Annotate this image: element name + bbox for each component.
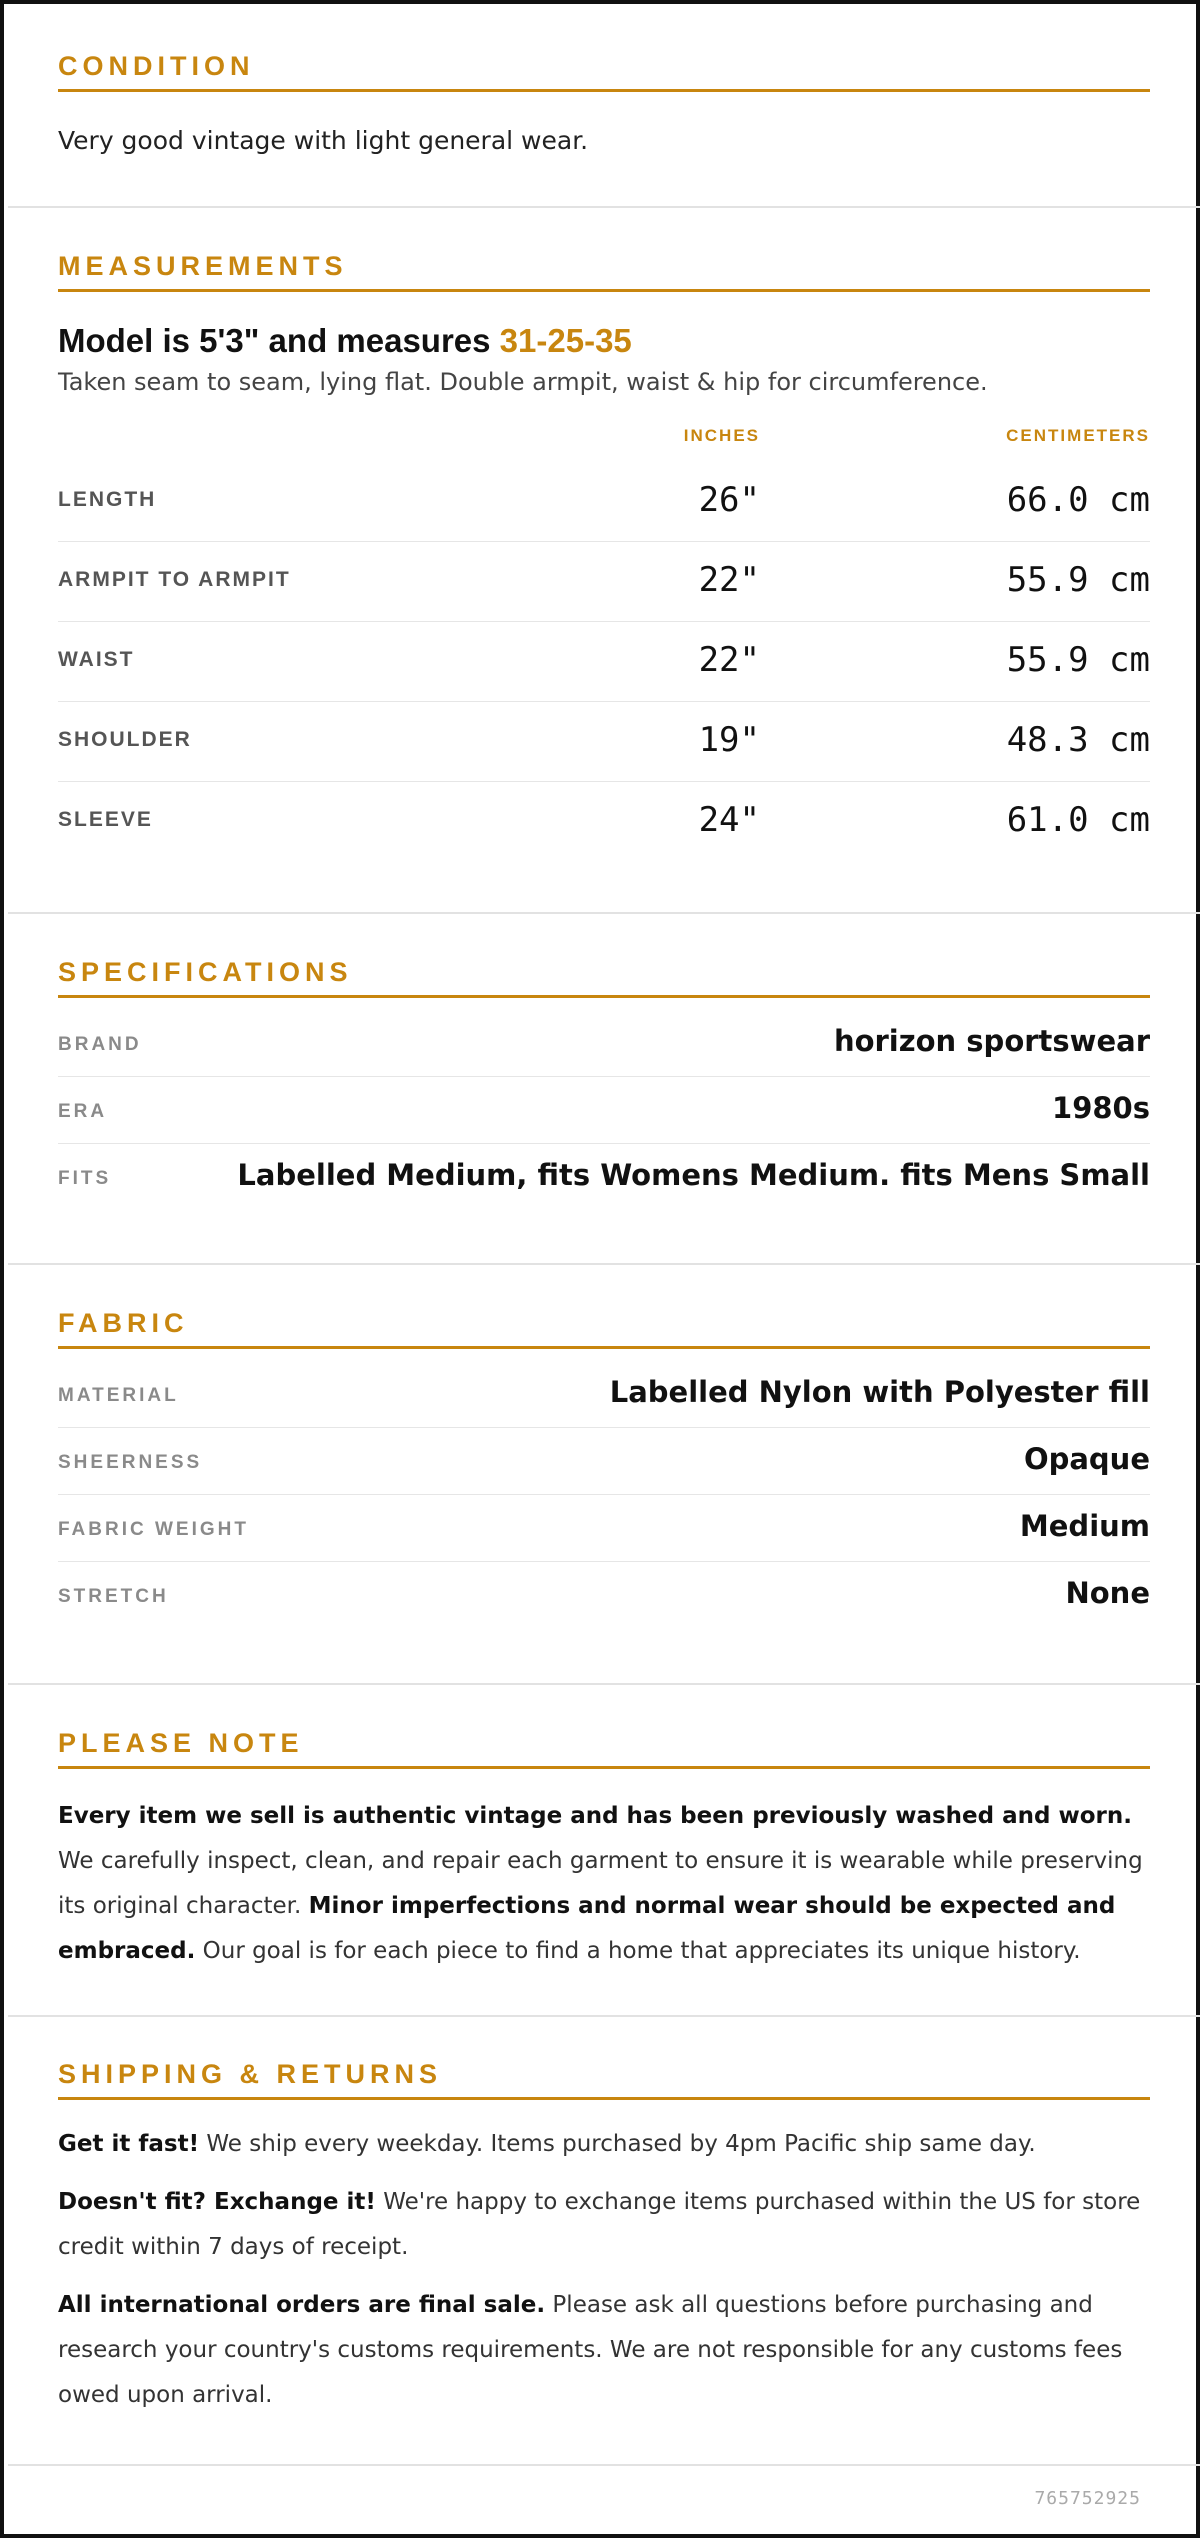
measurement-method-note: Taken seam to seam, lying flat. Double armpit, waist & hip for circumference. (58, 368, 988, 396)
measurement-table (58, 462, 1150, 862)
measurement-label: ARMPIT TO ARMPIT (58, 568, 291, 591)
please-note-section (8, 1725, 1200, 1974)
fabric-section (8, 1305, 1200, 1629)
shipping-fast-text: We ship every weekday. Items purchased by 4pm Pacific ship same day. (199, 2131, 1036, 2157)
shipping-paragraph-fast (58, 2122, 1150, 2167)
spec-row-brand (58, 1010, 1150, 1077)
specifications-section (8, 954, 1200, 1211)
shipping-paragraph-international (58, 2283, 1150, 2418)
condition-text: Very good vintage with light general wear. (58, 126, 589, 155)
section-divider (8, 2015, 1200, 2017)
measurement-cm: 48.3 cm (1006, 720, 1150, 760)
measurement-inches: 22" (698, 560, 760, 600)
note-bold-1: Every item we sell is authentic vintage and has been previously washed and worn. (58, 1803, 1132, 1829)
fabric-list (58, 1361, 1150, 1629)
spec-value: Labelled Medium, fits Womens Medium. fits Mens Small (237, 1158, 1150, 1192)
specifications-list (58, 1010, 1150, 1211)
measurement-label: LENGTH (58, 488, 157, 511)
measurement-row-armpit (58, 542, 1150, 622)
shipping-fast-bold: Get it fast! (58, 2131, 200, 2157)
please-note-heading: PLEASE NOTE (58, 1725, 1150, 1769)
please-note-text (58, 1794, 1150, 1974)
spec-row-era (58, 1077, 1150, 1144)
measurement-row-shoulder (58, 702, 1150, 782)
measurements-heading: MEASUREMENTS (58, 248, 1150, 292)
note-text-2: Our goal is for each piece to find a home that appreciates its unique history. (195, 1938, 1081, 1964)
shipping-returns-section (8, 2056, 1200, 2418)
spec-value: 1980s (1052, 1091, 1150, 1125)
inches-column-header: INCHES (683, 426, 760, 445)
fabric-row-material (58, 1361, 1150, 1428)
shipping-international-bold: All international orders are final sale. (58, 2292, 546, 2318)
specifications-heading: SPECIFICATIONS (58, 954, 1150, 998)
shipping-exchange-text: We're happy to exchange items purchased within the US for store credit within 7 days of receipt. (58, 2189, 1141, 2260)
measurement-inches: 24" (698, 800, 760, 840)
fabric-label: FABRIC WEIGHT (58, 1519, 249, 1540)
measurement-row-length (58, 462, 1150, 542)
fabric-value: Medium (1019, 1509, 1150, 1543)
spec-label: BRAND (58, 1034, 142, 1055)
fabric-row-weight (58, 1495, 1150, 1562)
measurement-column-headers (58, 426, 1150, 456)
measurement-inches: 22" (698, 640, 760, 680)
measurement-inches: 19" (698, 720, 760, 760)
measurement-row-sleeve (58, 782, 1150, 862)
measurement-cm: 61.0 cm (1006, 800, 1150, 840)
fabric-value: Labelled Nylon with Polyester fill (609, 1375, 1150, 1409)
measurement-label: SLEEVE (58, 808, 153, 831)
fabric-heading: FABRIC (58, 1305, 1150, 1349)
measurement-cm: 55.9 cm (1006, 640, 1150, 680)
measurements-section (8, 248, 1200, 862)
model-measurements (58, 322, 1150, 360)
fabric-label: STRETCH (58, 1586, 169, 1607)
section-divider (8, 1263, 1200, 1265)
shipping-exchange-bold: Doesn't fit? Exchange it! (58, 2189, 376, 2215)
shipping-returns-heading: SHIPPING & RETURNS (58, 2056, 1150, 2100)
fabric-row-sheerness (58, 1428, 1150, 1495)
centimeters-column-header: CENTIMETERS (1006, 426, 1150, 445)
section-divider (8, 2464, 1200, 2466)
spec-label: ERA (58, 1101, 108, 1122)
measurement-label: WAIST (58, 648, 135, 671)
measurement-inches: 26" (698, 480, 760, 520)
measurement-cm: 66.0 cm (1006, 480, 1150, 520)
measurement-label: SHOULDER (58, 728, 192, 751)
spec-row-fits (58, 1144, 1150, 1211)
section-divider (8, 912, 1200, 914)
fabric-value: None (1065, 1576, 1150, 1610)
section-divider (8, 206, 1200, 208)
model-measurements-value: 31-25-35 (499, 322, 632, 359)
shipping-paragraph-exchange (58, 2180, 1150, 2270)
spec-value: horizon sportswear (833, 1024, 1150, 1058)
fabric-value: Opaque (1023, 1442, 1150, 1476)
fabric-label: SHEERNESS (58, 1452, 203, 1473)
condition-heading: CONDITION (58, 48, 1150, 92)
fabric-label: MATERIAL (58, 1385, 179, 1406)
model-measurements-prefix: Model is 5'3" and measures (58, 322, 500, 359)
spec-label: FITS (58, 1168, 112, 1189)
shipping-international-text: Please ask all questions before purchasing and research your country's customs requirements. We are not responsible for any customs fees owed upon arrival. (58, 2292, 1123, 2408)
condition-section (8, 48, 1200, 155)
measurement-row-waist (58, 622, 1150, 702)
product-id: 765752925 (1034, 2488, 1141, 2509)
section-divider (8, 1683, 1200, 1685)
note-text-1: We carefully inspect, clean, and repair each garment to ensure it is wearable while preserving its original character. (58, 1848, 1143, 1919)
fabric-row-stretch (58, 1562, 1150, 1629)
note-bold-2: Minor imperfections and normal wear should be expected and embraced. (58, 1893, 1116, 1964)
measurement-cm: 55.9 cm (1006, 560, 1150, 600)
